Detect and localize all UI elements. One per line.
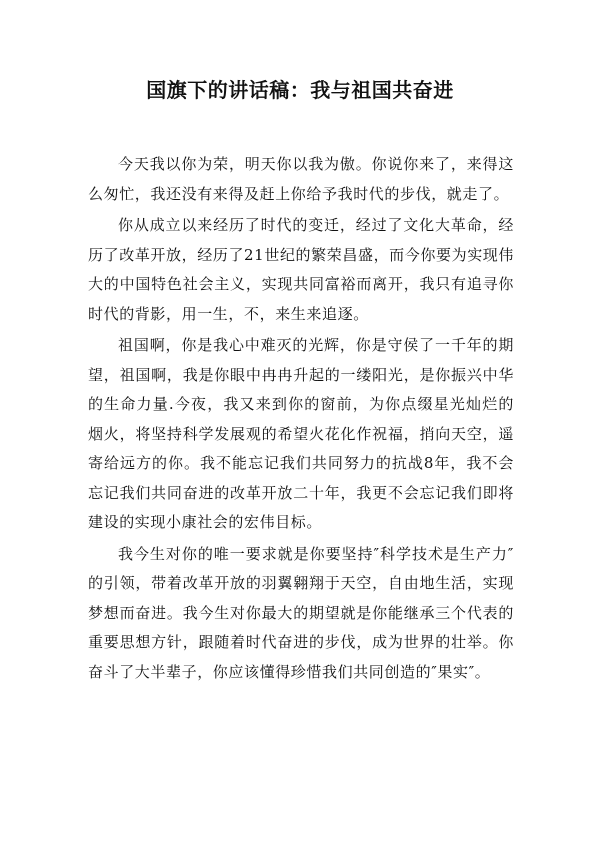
paragraph-3: 祖国啊，你是我心中难灭的光辉，你是守侯了一千年的期望，祖国啊，我是你眼中冉冉升起的一缕阳光，是你振兴中华的生命力量.今夜，我又来到你的窗前，为你点缀星光灿烂的烟火，将坚持科学发展观的希望火花化作祝福，捎向天空，遥寄给远方的你。我不能忘记我们共同努力的抗战8年，我不会忘记我们共同奋进的改革开放二十年，我更不会忘记我们即将建设的实现小康社会的宏伟目标。 — [88, 336, 514, 531]
paragraph-1: 今天我以你为荣，明天你以我为傲。你说你来了，来得这么匆忙，我还没有来得及赶上你给予我时代的步伐，就走了。 — [88, 155, 514, 203]
paragraph-4: 我今生对你的唯一要求就是你要坚持″科学技术是生产力″的引领，带着改革开放的羽翼翱翔于天空，自由地生活，实现梦想而奋进。我今生对你最大的期望就是你能继承三个代表的重要思想方针，跟随着时代奋进的步伐，成为世界的壮举。你奋斗了大半辈子，你应该懂得珍惜我们共同创造的″果实″。 — [88, 544, 514, 681]
paragraph-2: 你从成立以来经历了时代的变迁，经过了文化大革命，经历了改革开放，经历了21世纪的繁荣昌盛，而今你要为实现伟大的中国特色社会主义，实现共同富裕而离开，我只有追寻你时代的背影，用一生，不，来生来追逐。 — [88, 216, 514, 323]
document-body — [88, 150, 514, 687]
document-title: 国旗下的讲话稿：我与祖国共奋进 — [146, 78, 454, 102]
